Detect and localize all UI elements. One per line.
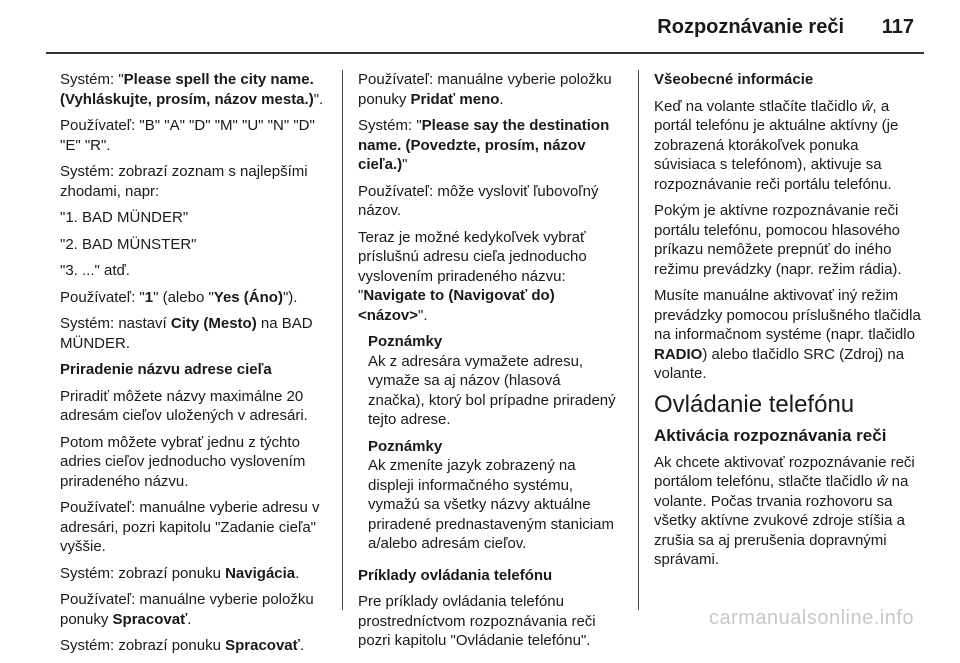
column-divider-1: [342, 70, 343, 610]
paragraph: Teraz je možné kedykoľvek vybrať príslušnú adresu cieľa jednoducho vyslovením priradeného názvu: "Navigate to (Navigovať do) <názov>".: [358, 228, 587, 324]
note-text: Ak zmeníte jazyk zobrazený na displeji informačného systému, vymažú sa všetky názvy aktuálne priradené prednastaveným staniciam a/alebo adresám cieľov.: [368, 457, 614, 552]
paragraph: Systém: "Please say the destination name. (Povedzte, prosím, názov cieľa.)": [358, 117, 610, 173]
paragraph: Potom môžete vybrať jednu z týchto adries cieľov jednoducho vyslovením priradeného názvu.: [60, 433, 306, 490]
paragraph: Systém: zobrazí ponuku Navigácia.: [60, 564, 300, 582]
paragraph: Priradiť môžete názvy maximálne 20 adresám cieľov uložených v adresári.: [60, 387, 308, 424]
section-subheading: Aktivácia rozpoznávania reči: [654, 425, 887, 445]
section-subheading: Príklady ovládania telefónu: [358, 566, 553, 584]
paragraph: Používateľ: manuálne vyberie položku ponuky Spracovať.: [60, 591, 314, 628]
column-2: [358, 70, 618, 658]
section-subheading: Všeobecné informácie: [654, 71, 814, 88]
paragraph: Ak chcete aktivovať rozpoznávanie reči portálom telefónu, stlačte tlačidlo ŵ na volante. Počas trvania rozhovoru sa všetky aktívne zvukové zdroje stíšia a zrušia sa aj prerušenia dopravnými správami.: [654, 453, 915, 568]
note-title: Poznámky: [368, 333, 443, 350]
page-number: 117: [881, 16, 914, 38]
paragraph: Systém: nastaví City (Mesto) na BAD MÜNDER.: [60, 315, 313, 352]
page-title: Rozpoznávanie reči: [657, 16, 844, 38]
paragraph: Používateľ: manuálne vyberie položku ponuky Pridať meno.: [358, 71, 612, 108]
paragraph: Používateľ: "1" (alebo "Yes (Áno)").: [60, 288, 298, 306]
paragraph: Musíte manuálne aktivovať iný režim prevádzky pomocou príslušného tlačidla na informačnom systéme (napr. tlačidlo RADIO) alebo tlačidlo SRC (Zdroj) na volante.: [654, 287, 921, 382]
paragraph: Pokým je aktívne rozpoznávanie reči portálu telefónu, pomocou hlasového príkazu nemôžete prepnúť do iného režimu prevádzky (napr. režim rádia).: [654, 202, 902, 278]
note-title: Poznámky: [368, 437, 443, 455]
phone-voice-button-icon: ŵ: [861, 97, 873, 115]
column-1: [60, 70, 328, 663]
section-subheading: Priradenie názvu adrese cieľa: [60, 361, 272, 378]
page-header: [0, 0, 960, 46]
list-item: "3. ..." atď.: [60, 262, 130, 279]
header-divider: [46, 52, 924, 54]
paragraph: Používateľ: manuálne vyberie adresu v adresári, pozri kapitolu "Zadanie cieľa" vyššie.: [60, 499, 320, 555]
list-item: "1. BAD MÜNDER": [60, 209, 189, 226]
column-divider-2: [638, 70, 639, 610]
note-block: [368, 332, 618, 554]
note-text: Ak z adresára vymažete adresu, vymaže sa aj názov (hlasová značka), ktorý bol prípadne priradený tejto adrese.: [368, 352, 616, 428]
paragraph: Keď na volante stlačíte tlačidlo ŵ, a portál telefónu je aktuálne aktívny (je zobrazená ktorákoľvek ponuka súvisiaca s telefónom), aktivuje sa rozpoznávanie reči portálu telefónu.: [654, 97, 899, 193]
phone-voice-button-icon: ŵ: [876, 473, 888, 490]
paragraph: Systém: zobrazí ponuku Spracovať.: [60, 637, 304, 654]
paragraph: Používateľ: "B" "A" "D" "M" "U" "N" "D" "E" "R".: [60, 117, 315, 154]
paragraph: Systém: zobrazí zoznam s najlepšími zhodami, napr:: [60, 163, 308, 200]
watermark: carmanualsonline.info: [708, 607, 914, 629]
list-item: "2. BAD MÜNSTER": [60, 235, 197, 253]
paragraph: Systém: "Please spell the city name. (Vyhláskujte, prosím, názov mesta.)".: [60, 71, 324, 108]
paragraph: Pre príklady ovládania telefónu prostredníctvom rozpoznávania reči pozri kapitolu "Ovládanie telefónu".: [358, 593, 596, 649]
column-3: [654, 70, 922, 577]
paragraph: Používateľ: môže vysloviť ľubovoľný názov.: [358, 182, 599, 219]
section-heading: Ovládanie telefónu: [654, 390, 855, 418]
